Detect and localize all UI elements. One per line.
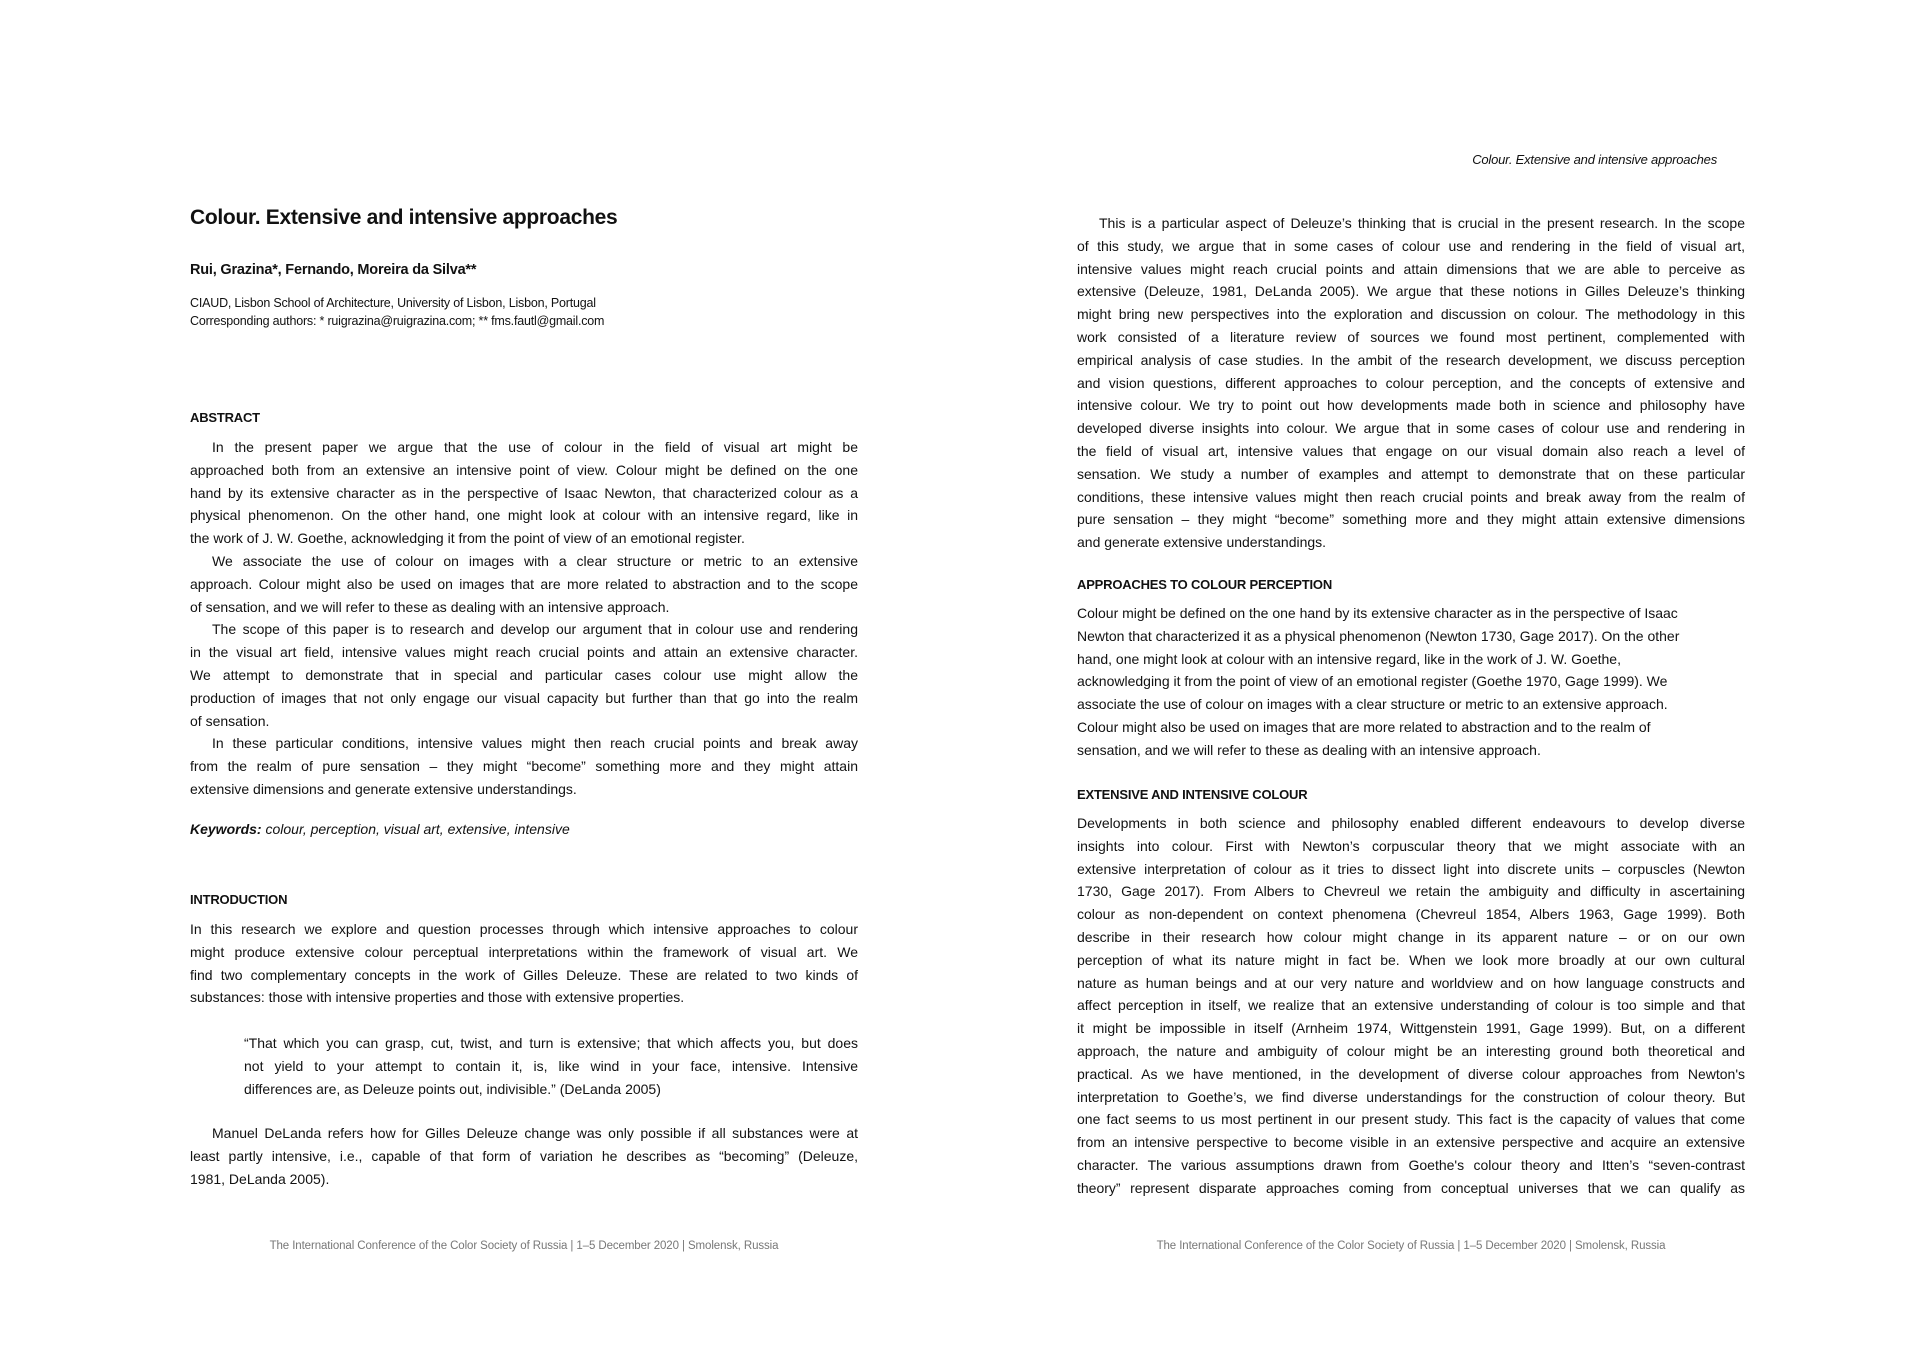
approaches-heading: APPROACHES TO COLOUR PERCEPTION [1077, 577, 1333, 592]
text-line [1077, 417, 1745, 440]
text-line [1077, 326, 1745, 349]
text-line-content: least partly intensive, i.e., capable of that form of variation he describes as “becoming” (Deleuze, [190, 1147, 858, 1164]
text-line-content: the work of J. W. Goethe, acknowledging it from the point of view of an emotional register. [190, 530, 745, 547]
text-line-content: pure sensation – they might “become” something more and they might attain extensive dimensions [1077, 511, 1745, 528]
text-line-content: intensive values might reach crucial points and attain dimensions that we are able to perceive as [1077, 260, 1745, 277]
text-line-content: Colour might also be used on images that are more related to abstraction and to the realm of [1077, 718, 1651, 735]
extensive-intensive-body [1077, 812, 1745, 1200]
text-line [1077, 1131, 1745, 1154]
running-head: Colour. Extensive and intensive approaches [1472, 152, 1717, 167]
text-line-content: empirical analysis of case studies. In the ambit of the research development, we discuss perception [1077, 351, 1745, 368]
text-line-content: Manuel DeLanda refers how for Gilles Deleuze change was only possible if all substances were at [212, 1125, 858, 1141]
extensive-intensive-heading: EXTENSIVE AND INTENSIVE COLOUR [1077, 787, 1308, 802]
text-line [190, 986, 858, 1009]
text-line [1077, 280, 1745, 303]
text-line [1077, 625, 1745, 648]
text-line [1077, 1017, 1745, 1040]
text-line-content: production of images that not only engage our visual capacity but further than that go into the realm [190, 689, 858, 706]
text-line [190, 918, 858, 941]
text-line-content: In this research we explore and question processes through which intensive approaches to colour [190, 921, 858, 937]
authors: Rui, Grazina*, Fernando, Moreira da Silva** [190, 262, 477, 278]
text-line-content: interpretation to Goethe’s, we find diverse understandings for the construction of colour theory. But [1077, 1088, 1745, 1105]
text-line [190, 687, 858, 710]
text-line-content: extensive dimensions and generate extensive understandings. [190, 780, 577, 797]
text-line-content: 1730, Gage 2017). From Albers to Chevreul we retain the ambiguity and difficulty in ascertaining [1077, 883, 1745, 900]
text-line-content: sensation. We study a number of examples and attempt to demonstrate that on these particular [1077, 465, 1745, 482]
text-line-content: physical phenomenon. On the other hand, one might look at colour with an intensive regard, like in [190, 507, 858, 524]
text-line [1077, 235, 1745, 258]
text-line-content: We associate the use of colour on images with a clear structure or metric to an extensive [212, 552, 858, 569]
text-line [190, 964, 858, 987]
text-line [244, 1055, 858, 1078]
text-line [1077, 1040, 1745, 1063]
affiliation: CIAUD, Lisbon School of Architecture, University of Lisbon, Lisbon, Portugal [190, 296, 596, 310]
text-line-content: nature as human beings and at our very nature and worldview and on how language constructs and [1077, 974, 1745, 991]
text-line [1077, 258, 1745, 281]
text-line-content: one fact seems to us most pertinent in our present study. This fact is the capacity of values that come [1077, 1111, 1745, 1128]
text-line [1077, 1086, 1745, 1109]
approaches-body [1077, 602, 1745, 762]
text-line [190, 504, 858, 527]
text-line [1077, 880, 1745, 903]
text-line [190, 436, 858, 459]
text-line-content: from an intensive perspective to become visible in an extensive perspective and acquire an extensive [1077, 1134, 1745, 1151]
text-line [1077, 739, 1745, 762]
text-line [1077, 903, 1745, 926]
text-line-content: insights into colour. First with Newton’s corpuscular theory that we might associate with an [1077, 837, 1745, 854]
text-line [1077, 1177, 1745, 1200]
text-line-content: and generate extensive understandings. [1077, 534, 1327, 551]
text-line-content: might bring new perspectives into the exploration and discussion on colour. The methodology in this [1077, 306, 1745, 323]
text-line-content: conditions, these intensive values might then reach crucial points and break away from the realm of [1077, 488, 1745, 505]
text-line [1077, 349, 1745, 372]
text-line [1077, 303, 1745, 326]
text-line [1077, 394, 1745, 417]
text-line-content: differences are, as Deleuze points out, indivisible.” (DeLanda 2005) [244, 1080, 661, 1097]
text-line-content: theory” represent disparate approaches coming from conceptual universes that we can qualify as [1077, 1179, 1745, 1196]
text-line [244, 1078, 858, 1101]
text-line [1077, 531, 1745, 554]
text-line-content: of sensation, and we will refer to these as dealing with an intensive approach. [190, 598, 670, 615]
footer-right: The International Conference of the Color Society of Russia | 1–5 December 2020 | Smolensk, Russia [1156, 1240, 1666, 1252]
introduction-body [190, 918, 858, 1009]
text-line [1077, 858, 1745, 881]
text-line [1077, 212, 1745, 235]
text-line-content: sensation, and we will refer to these as dealing with an intensive approach. [1077, 741, 1541, 758]
text-line [1077, 648, 1745, 671]
text-line [1077, 926, 1745, 949]
introduction-continued [190, 1122, 858, 1190]
text-line-content: “That which you can grasp, cut, twist, and turn is extensive; that which affects you, but does [244, 1035, 858, 1051]
text-line [190, 941, 858, 964]
text-line [190, 1168, 858, 1191]
text-line [244, 1032, 858, 1055]
text-line-content: the field of visual art, intensive values that engage on our visual domain also reach a level of [1077, 442, 1745, 459]
text-line-content: might produce extensive colour perceptual interpretations within the framework of visual art. We [190, 943, 858, 960]
text-line-content: approached both from an extensive an intensive point of view. Colour might be defined on the one [190, 461, 858, 478]
text-line [1077, 440, 1745, 463]
text-line-content: describe in their research how colour might change in its apparent nature – or on our own [1077, 928, 1745, 945]
text-line-content: in the visual art field, intensive values might reach crucial points and attain an extensive character. [190, 644, 858, 661]
text-line [190, 527, 858, 550]
text-line-content: Colour might be defined on the one hand by its extensive character as in the perspective of Isaac [1077, 605, 1678, 621]
text-line-content: work consisted of a literature review of sources we found most pertinent, complemented with [1077, 328, 1745, 345]
text-line [190, 618, 858, 641]
text-line [190, 755, 858, 778]
text-line [190, 550, 858, 573]
text-line-content: In these particular conditions, intensive values might then reach crucial points and break away [212, 735, 858, 752]
text-line-content: practical. As we have mentioned, in the development of diverse colour approaches from Newton's [1077, 1065, 1745, 1082]
paper-title: Colour. Extensive and intensive approaches [190, 206, 618, 229]
text-line [1077, 949, 1745, 972]
text-line-content: extensive interpretation of colour as it tries to dissect light into discrete units – corpuscles (Newton [1077, 860, 1745, 877]
keywords-list: colour, perception, visual art, extensive, intensive [265, 821, 570, 837]
text-line-content: character. The various assumptions drawn from Goethe's colour theory and Itten’s “seven-contrast [1077, 1156, 1745, 1173]
text-line-content: colour as non-dependent on context phenomena (Chevreul 1854, Albers 1963, Gage 1999). Both [1077, 906, 1745, 923]
text-line-content: The scope of this paper is to research and develop our argument that in colour use and rendering [212, 621, 858, 638]
text-line [190, 1145, 858, 1168]
text-line-content: not yield to your attempt to contain it, is, like wind in your face, intensive. Intensive [244, 1057, 858, 1074]
introduction-continued-right [1077, 212, 1745, 554]
text-line [1077, 812, 1745, 835]
text-line-content: approach, the nature and ambiguity of colour might be an interesting ground both theoretical and [1077, 1042, 1745, 1059]
abstract-body [190, 436, 858, 801]
text-line [190, 1122, 858, 1145]
text-line-content: This is a particular aspect of Deleuze’s thinking that is crucial in the present research. In the scope [1099, 215, 1745, 231]
text-line [190, 596, 858, 619]
text-line-content: developed diverse insights into colour. We argue that in some cases of colour use and rendering in [1077, 420, 1745, 437]
text-line-content: Newton that characterized it as a physical phenomenon (Newton 1730, Gage 2017). On the other [1077, 627, 1680, 644]
text-line-content: of sensation. [190, 712, 270, 729]
text-line-content: 1981, DeLanda 2005). [190, 1170, 330, 1187]
text-line [1077, 372, 1745, 395]
corresponding-authors: Corresponding authors: * ruigrazina@ruigrazina.com; ** fms.fautl@gmail.com [190, 314, 605, 328]
text-line-content: associate the use of colour on images with a clear structure or metric to an extensive approach. [1077, 696, 1668, 713]
text-line [1077, 693, 1745, 716]
text-line-content: In the present paper we argue that the use of colour in the field of visual art might be [212, 439, 858, 455]
text-line [1077, 1108, 1745, 1131]
text-line [190, 641, 858, 664]
text-line [1077, 463, 1745, 486]
text-line [190, 482, 858, 505]
text-line [1077, 994, 1745, 1017]
abstract-heading: ABSTRACT [190, 410, 260, 425]
keywords-label: Keywords: [190, 821, 262, 837]
keywords [190, 821, 570, 837]
text-line [190, 732, 858, 755]
text-line [1077, 602, 1745, 625]
text-line [1077, 716, 1745, 739]
text-line-content: intensive colour. We try to point out how developments made both in science and philosophy have [1077, 397, 1745, 414]
text-line-content: from the realm of pure sensation – they might “become” something more and they might attain [190, 758, 858, 775]
text-line-content: approach. Colour might also be used on images that are more related to abstraction and to the scope [190, 575, 858, 592]
text-line [190, 778, 858, 801]
text-line-content: and vision questions, different approaches to colour perception, and the concepts of extensive and [1077, 374, 1745, 391]
text-line [1077, 835, 1745, 858]
text-line [190, 710, 858, 733]
text-line [1077, 486, 1745, 509]
text-line-content: Developments in both science and philosophy enabled different endeavours to develop diverse [1077, 815, 1745, 831]
text-line [1077, 972, 1745, 995]
text-line-content: hand by its extensive character as in the perspective of Isaac Newton, that characterized colour as a [190, 484, 858, 501]
text-line-content: it might be impossible in itself (Arnheim 1974, Wittgenstein 1991, Gage 1999). But, on a different [1077, 1020, 1745, 1037]
text-line-content: affect perception in itself, we realize that an extensive understanding of colour is too simple and that [1077, 997, 1745, 1014]
text-line-content: hand, one might look at colour with an intensive regard, like in the work of J. W. Goethe, [1077, 650, 1621, 667]
text-line-content: of this study, we argue that in some cases of colour use and rendering in the field of visual art, [1077, 237, 1745, 254]
text-line [1077, 1154, 1745, 1177]
text-line [1077, 508, 1745, 531]
text-line [190, 573, 858, 596]
text-line-content: find two complementary concepts in the work of Gilles Deleuze. These are related to two kinds of [190, 966, 858, 983]
text-line-content: acknowledging it from the point of view of an emotional register (Goethe 1970, Gage 1999). We [1077, 673, 1668, 690]
introduction-heading: INTRODUCTION [190, 892, 288, 907]
text-line [190, 664, 858, 687]
text-line-content: substances: those with intensive properties and those with extensive properties. [190, 989, 685, 1006]
block-quote [244, 1032, 858, 1100]
text-line-content: perception of what its nature might in fact be. When we look more broadly at our own cultural [1077, 951, 1745, 968]
text-line [190, 459, 858, 482]
text-line-content: extensive (Deleuze, 1981, DeLanda 2005). We argue that these notions in Gilles Deleuze’s thinking [1077, 283, 1745, 300]
text-line-content: We attempt to demonstrate that in special and particular cases colour use might allow the [190, 666, 858, 683]
text-line [1077, 670, 1745, 693]
footer-left: The International Conference of the Color Society of Russia | 1–5 December 2020 | Smolensk, Russia [269, 1240, 779, 1252]
text-line [1077, 1063, 1745, 1086]
